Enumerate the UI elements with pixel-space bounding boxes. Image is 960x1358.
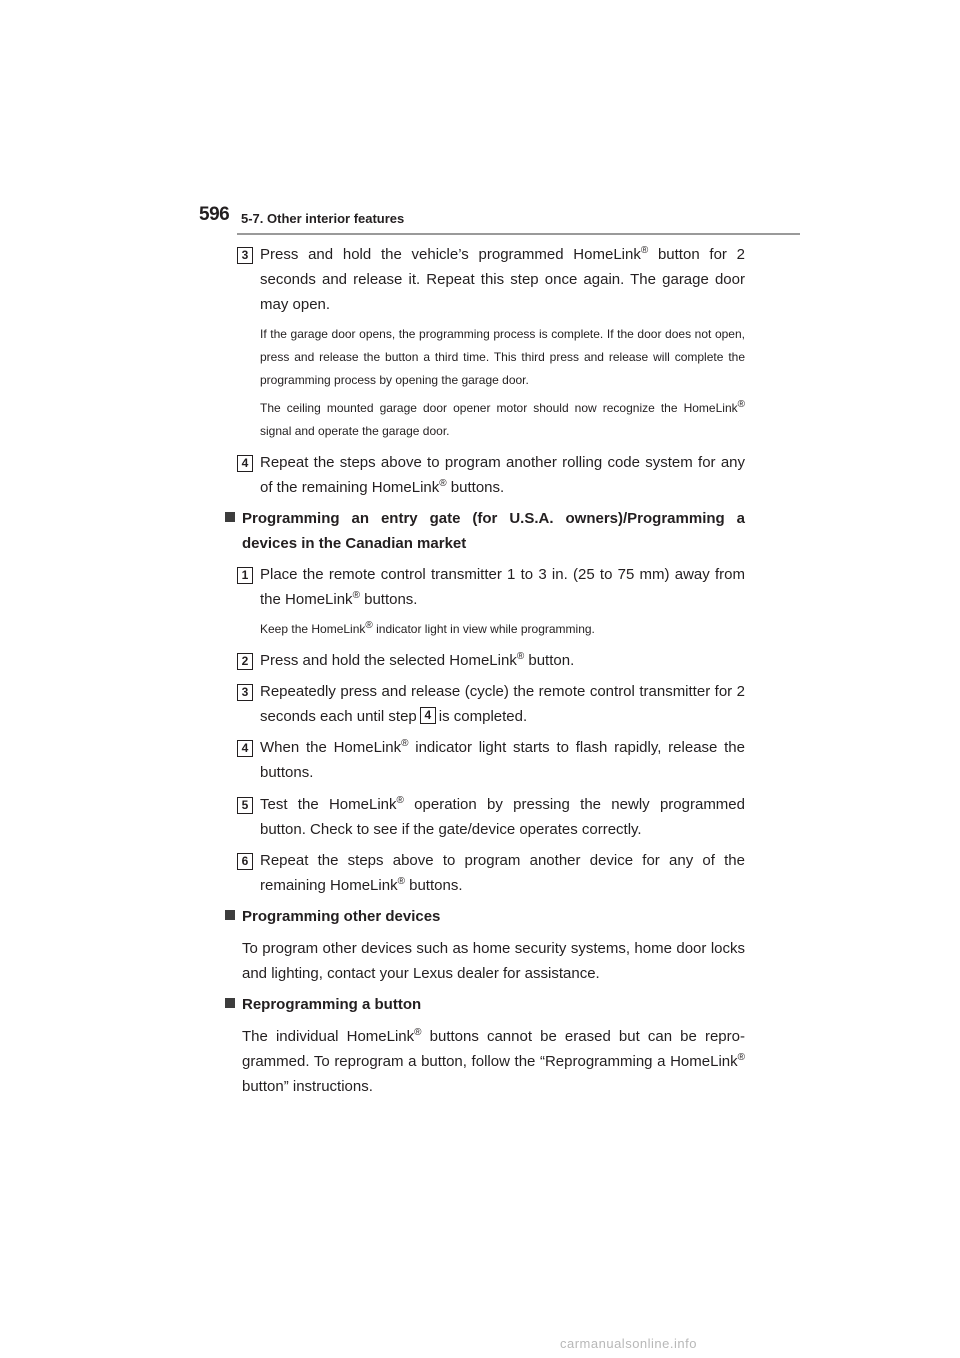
note-opener-motor: The ceiling mounted garage door opener motor should now recognize the HomeLink® signal and operate the garage door. bbox=[260, 399, 745, 438]
gate-step-5 bbox=[237, 792, 745, 842]
step-number: 3 bbox=[237, 684, 253, 701]
step-text: Repeat the steps above to program another rolling code system for any of the remaining HomeLink® buttons. bbox=[260, 454, 745, 496]
gate-step-2 bbox=[237, 648, 745, 673]
step-text: When the HomeLink® indicator light starts to flash rapidly, release the buttons. bbox=[260, 738, 745, 781]
step-4 bbox=[237, 450, 745, 500]
step-text: Repeatedly press and release (cycle) the remote control transmitter for 2 seconds each until step 4 is completed. bbox=[260, 683, 745, 725]
step-reference: 4 bbox=[420, 707, 436, 724]
step-text: Place the remote control transmitter 1 to 3 in. (25 to 75 mm) away from the HomeLink® buttons. bbox=[260, 566, 745, 608]
section-title: 5-7. Other interior features bbox=[241, 211, 405, 226]
gate-step-4 bbox=[237, 735, 745, 785]
note-door-opens: If the garage door opens, the programming process is complete. If the door does not open, press and release the button a third time. This third press and release will complete the programming process by opening the garage door. bbox=[260, 327, 745, 387]
header-rule bbox=[237, 233, 800, 235]
step-number: 3 bbox=[237, 247, 253, 264]
reprogramming-text: The individual HomeLink® buttons cannot be erased but can be repro- grammed. To reprogram a button, follow the “Reprogramming a HomeLink® button” instructions. bbox=[242, 1027, 745, 1095]
other-devices-text: To program other devices such as home security systems, home door locks and lighting, contact your Lexus dealer for assistance. bbox=[242, 940, 745, 982]
step-number: 4 bbox=[237, 455, 253, 472]
square-bullet-icon bbox=[225, 512, 235, 522]
square-bullet-icon bbox=[225, 910, 235, 920]
step-text: Repeat the steps above to program another device for any of the remaining HomeLink® buttons. bbox=[260, 852, 745, 894]
step-number: 5 bbox=[237, 797, 253, 814]
gate-step-1 bbox=[237, 562, 745, 612]
step-text: Press and hold the selected HomeLink® button. bbox=[260, 651, 575, 669]
gate-step-6 bbox=[237, 848, 745, 898]
step-number: 4 bbox=[237, 740, 253, 757]
heading-entry-gate: Programming an entry gate (for U.S.A. owners)/Programming a devices in the Canadian market bbox=[225, 506, 745, 556]
step-number: 6 bbox=[237, 853, 253, 870]
gate-step-3 bbox=[237, 679, 745, 729]
page-header bbox=[199, 202, 800, 236]
square-bullet-icon bbox=[225, 998, 235, 1008]
step-3 bbox=[237, 242, 745, 317]
step-number: 1 bbox=[237, 567, 253, 584]
heading-reprogramming: Reprogramming a button bbox=[225, 992, 745, 1017]
heading-other-devices: Programming other devices bbox=[225, 904, 745, 929]
step-text: Test the HomeLink® operation by pressing the newly programmed button. Check to see if the gate/device operates correctly. bbox=[260, 795, 745, 838]
page-number: 596 bbox=[199, 204, 230, 225]
note-indicator-view: Keep the HomeLink® indicator light in view while programming. bbox=[260, 620, 595, 636]
step-text: Press and hold the vehicle’s programmed HomeLink® button for 2 seconds and release it. Repeat this step once again. The garage door may open. bbox=[260, 245, 745, 313]
step-number: 2 bbox=[237, 653, 253, 670]
watermark: carmanualsonline.info bbox=[560, 1336, 697, 1351]
